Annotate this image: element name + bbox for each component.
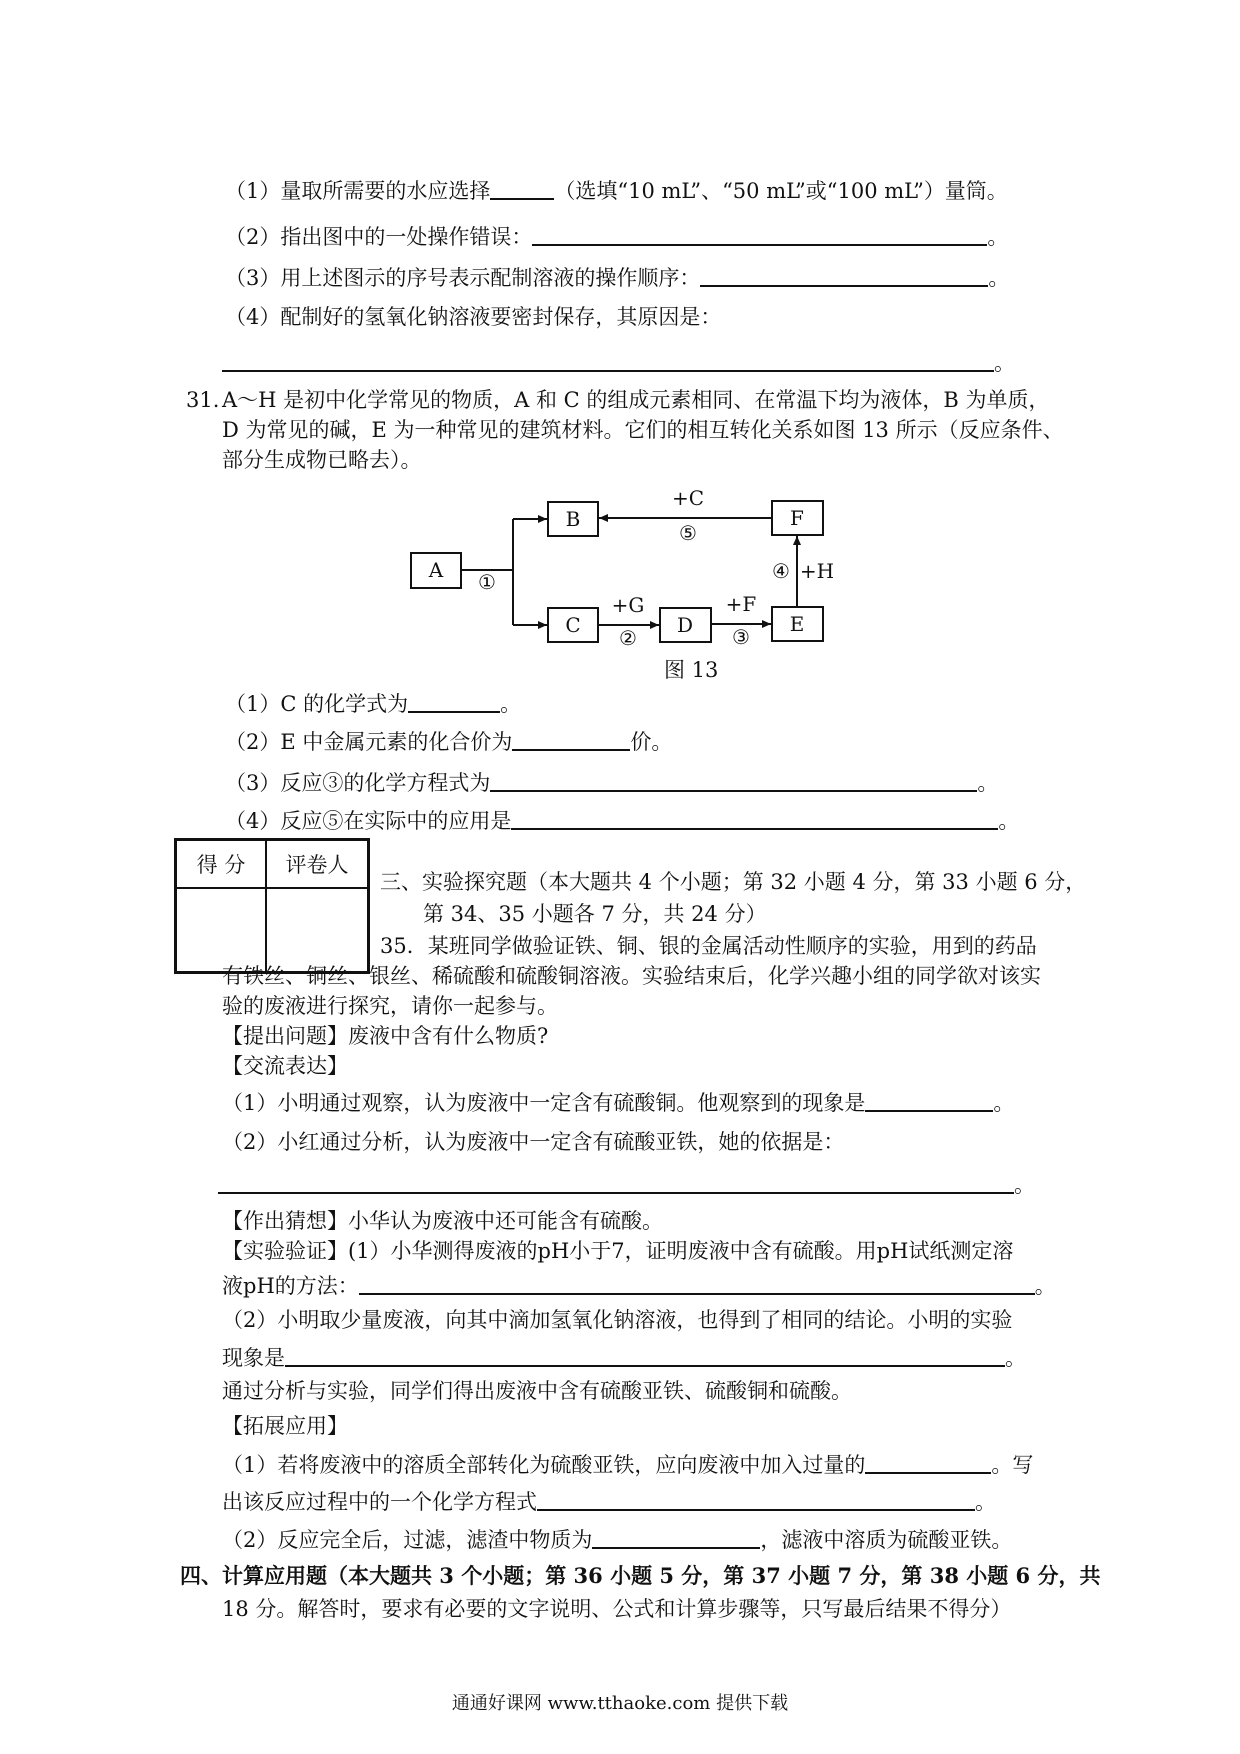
node-b-label: B <box>565 507 581 531</box>
q35-exchange-1-text: （1）小明通过观察，认为废液中一定含有硫酸铜。他观察到的现象是 <box>222 1091 866 1115</box>
q30-part3-text: （3）用上述图示的序号表示配制溶液的操作顺序： <box>225 266 701 290</box>
answer-blank[interactable] <box>865 1450 991 1474</box>
grader-cell[interactable] <box>266 888 369 973</box>
period: 。 <box>1014 1173 1035 1197</box>
q31-part4 <box>225 806 1019 835</box>
q35-conclusion: 通过分析与实验，同学们得出废液中含有硫酸亚铁、硫酸铜和硫酸。 <box>222 1379 852 1403</box>
section3-title-line2: 第 34、35 小题各 7 分，共 24 分） <box>423 902 767 926</box>
q31-part3 <box>225 768 998 797</box>
section4-title-line1: 四、计算应用题（本大题共 3 个小题；第 36 小题 5 分，第 37 小题 7 分，第 38 小题 6 分，共 <box>180 1563 1101 1588</box>
period: 。 <box>988 266 1010 290</box>
q35-exchange-2: （2）小红通过分析，认为废液中一定含有硫酸亚铁，她的依据是： <box>222 1130 845 1154</box>
section3-title-line1: 三、实验探究题（本大题共 4 个小题；第 32 小题 4 分，第 33 小题 6 分， <box>380 870 1087 894</box>
q30-part4-text: （4）配制好的氢氧化钠溶液要密封保存，其原因是： <box>225 305 722 329</box>
q35-extend-2-text: （2）反应完全后，过滤，滤渣中物质为 <box>222 1528 593 1552</box>
answer-blank[interactable] <box>511 806 998 830</box>
q30-part1-suffix: （选填“10 mL”、“50 mL”或“100 mL”）量筒。 <box>554 179 1008 203</box>
period: 。 <box>998 809 1020 833</box>
period: 。 <box>977 771 999 795</box>
q35-extend-1 <box>222 1450 1033 1479</box>
q31-part4-text: （4）反应⑤在实际中的应用是 <box>225 809 512 833</box>
q35-line3: 验的废液进行探究，请你一起参与。 <box>222 994 558 1018</box>
reaction-2-label: ② <box>619 626 637 650</box>
q35-extend-heading: 【拓展应用】 <box>222 1414 348 1438</box>
q35-extend-1-text: （1）若将废液中的溶质全部转化为硫酸亚铁，应向废液中加入过量的 <box>222 1453 866 1477</box>
answer-blank[interactable] <box>408 689 500 713</box>
reaction-3-label: ③ <box>732 625 750 649</box>
period: 。 <box>1005 1346 1026 1370</box>
grader-header: 评卷人 <box>266 840 369 889</box>
node-a-label: A <box>428 558 444 582</box>
score-cell[interactable] <box>176 888 267 973</box>
node-f-label: F <box>790 506 804 530</box>
period: 。 <box>1034 1274 1056 1298</box>
q35-question: 【提出问题】废液中含有什么物质? <box>222 1024 549 1048</box>
q35-guess: 【作出猜想】小华认为废液中还可能含有硫酸。 <box>222 1209 663 1233</box>
q31-line3: 部分生成物已略去）。 <box>222 448 422 472</box>
reagent-h-label: +H <box>799 559 835 583</box>
q35-verify-1-answer <box>222 1271 1056 1300</box>
answer-blank[interactable] <box>865 1088 993 1112</box>
q35-extend-2 <box>222 1525 1012 1554</box>
q35-verify-2: （2）小明取少量废液，向其中滴加氢氧化钠溶液，也得到了相同的结论。小明的实验 <box>222 1308 1013 1332</box>
period: 。 <box>987 225 1009 249</box>
answer-blank[interactable] <box>592 1525 760 1549</box>
answer-blank[interactable] <box>218 1170 1014 1194</box>
figure-13-diagram <box>0 0 1240 700</box>
node-d-label: D <box>676 613 694 637</box>
q31-part2-text: （2）E 中金属元素的化合价为 <box>225 730 513 754</box>
period: 。 <box>993 1091 1015 1115</box>
score-table <box>174 838 370 974</box>
q35-extend-1b <box>222 1487 996 1516</box>
q31-part2 <box>225 727 672 756</box>
figure-caption: 图 13 <box>664 658 719 682</box>
q31-line2: D 为常见的碱，E 为一种常见的建筑材料。它们的相互转化关系如图 13 所示（反应条件、 <box>222 418 1064 442</box>
q31-part1 <box>225 689 521 718</box>
q35-verify-1-text: 液pH的方法： <box>222 1274 359 1298</box>
answer-blank[interactable] <box>359 1271 1035 1295</box>
period: 。 <box>975 1490 996 1514</box>
q35-line1: 35．某班同学做验证铁、铜、银的金属活动性顺序的实验，用到的药品 <box>380 934 1037 958</box>
q35-extend-1-suffix: 。写 <box>991 1453 1034 1477</box>
reagent-g-label: +G <box>611 593 645 617</box>
period: 。 <box>994 351 1015 375</box>
q35-exchange-2-answer <box>218 1170 1035 1199</box>
section4-title-line2: 18 分。解答时，要求有必要的文字说明、公式和计算步骤等，只写最后结果不得分） <box>222 1597 1012 1621</box>
answer-blank[interactable] <box>537 1487 975 1511</box>
q31-part3-text: （3）反应③的化学方程式为 <box>225 771 491 795</box>
node-e-label: E <box>789 612 805 636</box>
q31-part2-suffix: 价。 <box>630 730 673 754</box>
q30-part2-text: （2）指出图中的一处操作错误： <box>225 225 533 249</box>
q35-extend-2-suffix: ，滤液中溶质为硫酸亚铁。 <box>760 1528 1013 1552</box>
reagent-f-label: +F <box>725 592 757 616</box>
q35-verify-2-answer <box>222 1343 1026 1372</box>
q35-line2: 有铁丝、铜丝、银丝、稀硫酸和硫酸铜溶液。实验结束后，化学兴趣小组的同学欲对该实 <box>222 964 1041 988</box>
q35-exchange-1 <box>222 1088 1014 1117</box>
page-footer: 通通好课网 www.tthaoke.com 提供下载 <box>451 1693 789 1714</box>
node-c-label: C <box>565 613 581 637</box>
score-header: 得 分 <box>176 840 267 889</box>
reaction-1-label: ① <box>478 570 496 594</box>
reagent-c-label: +C <box>671 486 705 510</box>
q31-number: 31. <box>186 388 220 412</box>
q30-part1-text: （1）量取所需要的水应选择 <box>225 179 491 203</box>
answer-blank[interactable] <box>512 727 630 751</box>
q31-line1: A～H 是初中化学常见的物质，A 和 C 的组成元素相同、在常温下均为液体，B 为单质， <box>222 388 1050 412</box>
q35-verify-2-text: 现象是 <box>222 1346 285 1370</box>
reaction-5-label: ⑤ <box>679 521 697 545</box>
reaction-4-label: ④ <box>772 559 790 583</box>
period: 。 <box>500 692 522 716</box>
q35-exchange-heading: 【交流表达】 <box>222 1054 348 1078</box>
q35-verify-1: 【实验验证】(1）小华测得废液的pH小于7，证明废液中含有硫酸。用pH试纸测定溶 <box>222 1239 1014 1263</box>
answer-blank[interactable] <box>490 768 977 792</box>
q31-part1-text: （1）C 的化学式为 <box>225 692 409 716</box>
answer-blank[interactable] <box>285 1343 1005 1367</box>
q35-extend-1b-text: 出该反应过程中的一个化学方程式 <box>222 1490 537 1514</box>
